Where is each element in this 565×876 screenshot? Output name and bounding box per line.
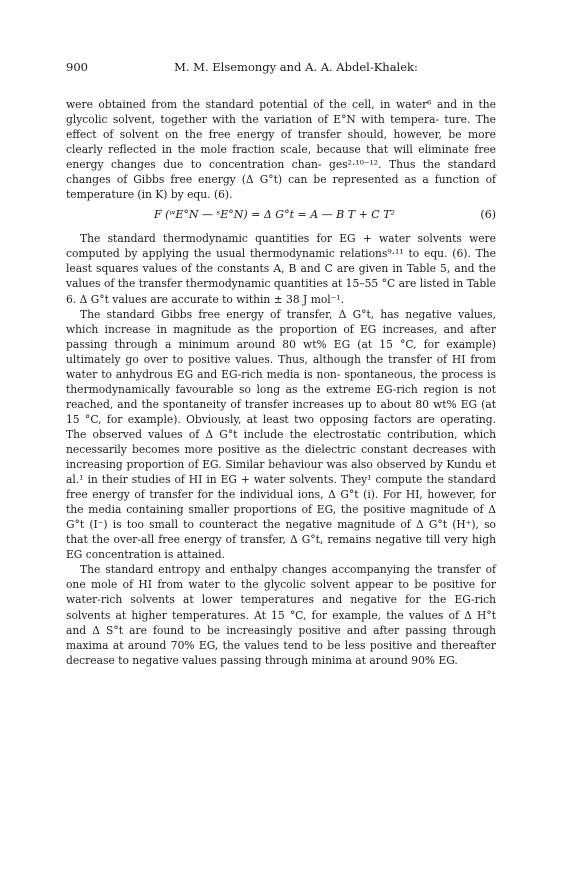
paragraph-3: The standard Gibbs free energy of transfer, Δ G°t, has negative values, which increase in magnitude as the proportion of EG increases, and after passing through a minimum around 80 wt% EG (at 15 °C, for example) ultimately go over to positive values. Thus, although the transfer of HI from water to anhydrous EG and EG-rich media is non- spontaneous, the process is thermodynamically favourable so long as the extreme EG-rich region is not reached, and the spontaneity of transfer increases up to about 80 wt% EG (at 15 °C, for example). Obviously, at least two opposing factors are operating. The observed values of Δ G°t include the electrostatic contribution, which necessarily becomes more positive as the dielectric constant decreases with increasing proportion of EG. Similar behaviour was also observed by Kundu et al.¹ in their studies of HI in EG + water solvents. They¹ compute the standard free energy of transfer for the individual ions, Δ G°t (i). For HI, however, for the media containing smaller proportions of EG, the positive magnitude of Δ G°t (I⁻) is too small to counteract the negative magnitude of Δ G°t (H⁺), so that the over-all free energy of transfer, Δ G°t, remains negative till very high EG concentration is attained. (66, 307, 496, 562)
equation-body: F (ʷE°N — ˢE°N) = Δ G°t = A — B T + C T² (154, 208, 395, 222)
equation-number: (6) (480, 208, 496, 222)
paragraph-2: The standard thermodynamic quantities for EG + water solvents were computed by applying the usual thermodynamic relations⁹·¹¹ to equ. (6). The least squares values of the constants A, B and C are given in Table 5, and the values of the transfer thermodynamic quantities at 15–55 °C are listed in Table 6. Δ G°t values are accurate to within ± 38 J mol⁻¹. (66, 232, 496, 306)
paragraph-4: The standard entropy and enthalpy changes accompanying the transfer of one mole of HI from water to the glycolic solvent appear to be positive for water-rich solvents at lower temperatures and negative for the EG-rich solvents at higher temperatures. At 15 °C, for example, the values of Δ H°t and Δ S°t are found to be increasingly positive and after passing through maxima at around 70% EG, the values tend to be less positive and thereafter decrease to negative values passing through minima at around 90% EG. (66, 563, 496, 667)
paragraph-1: were obtained from the standard potential of the cell, in water⁶ and in the glycolic solvent, together with the variation of E°N with tempera- ture. The effect of solvent on the free energy of transfer should, however, be more clearly reflected in the mole fraction scale, because that will eliminate free energy changes due to concentration chan- ges²·¹⁰⁻¹². Thus the standard changes of Gibbs free energy (Δ G°t) can be represented as a function of temperature (in K) by equ. (6). (66, 98, 496, 202)
running-head: M. M. Elsemongy and A. A. Abdel-Khalek: (174, 60, 418, 74)
page-number: 900 (66, 60, 88, 74)
body-text (66, 97, 496, 668)
equation-6 (66, 207, 496, 225)
page-header (66, 60, 496, 78)
